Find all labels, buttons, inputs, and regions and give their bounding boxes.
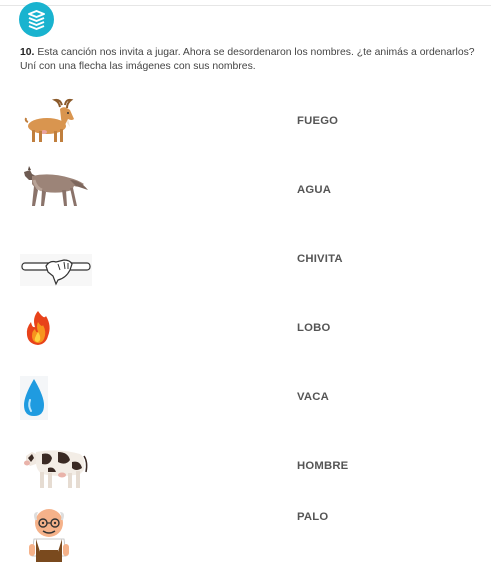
fire-icon: [24, 310, 52, 346]
word-option-1: FUEGO: [297, 115, 339, 127]
word-option-2: AGUA: [297, 184, 332, 196]
cow-icon: [22, 444, 90, 490]
instruction-text: Esta canción nos invita a jugar. Ahora se desordenaron los nombres. ¿te animás a ordenarlos? Uní con una flecha las imágenes con sus nombres.: [20, 47, 475, 72]
top-divider: [0, 5, 491, 6]
old-man-icon: [24, 506, 74, 562]
wolf-icon: [20, 166, 90, 210]
stick-icon: [20, 254, 92, 286]
water-drop-icon: [20, 376, 48, 420]
word-option-6: HOMBRE: [297, 460, 349, 472]
exercise-number: 10.: [20, 47, 35, 58]
word-option-5: VACA: [297, 391, 329, 403]
book-icon: [19, 2, 54, 37]
word-option-7: PALO: [297, 511, 329, 523]
word-option-4: LOBO: [297, 322, 331, 334]
exercise-instruction: [20, 46, 486, 74]
word-option-3: CHIVITA: [297, 253, 343, 265]
goat-icon: [22, 97, 78, 145]
